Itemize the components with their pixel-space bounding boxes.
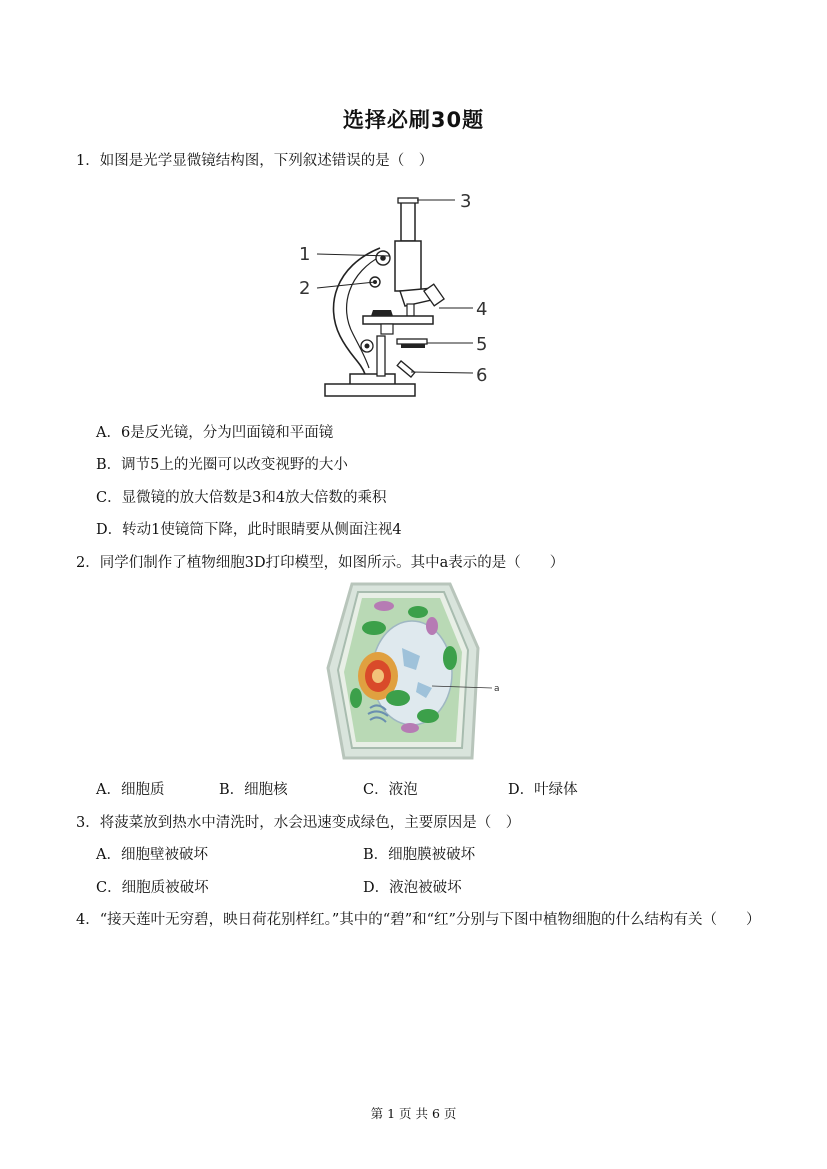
- q2-option-b: B．细胞核: [219, 782, 288, 798]
- q3-option-c: C．细胞质被破坏: [96, 880, 209, 896]
- diaphragm: [397, 339, 427, 344]
- body-tube: [395, 241, 421, 291]
- label-a: a: [494, 684, 500, 694]
- stage: [363, 316, 433, 324]
- label-6: 6: [476, 365, 488, 386]
- q1-option-a: A．6是反光镜，分为凹面镜和平面镜: [96, 425, 334, 441]
- plant-cell-figure: [322, 578, 502, 766]
- label-4: 4: [476, 299, 488, 320]
- q3-option-d: D．液泡被破坏: [363, 880, 462, 896]
- q1-option-d: D．转动1使镜筒下降，此时眼睛要从侧面注视4: [96, 522, 402, 538]
- chloroplast: [362, 621, 386, 635]
- q3-option-b: B．细胞膜被破坏: [363, 847, 476, 863]
- q2-option-a: A．细胞质: [96, 782, 165, 798]
- microscope-base: [325, 384, 415, 396]
- question-2-stem: 2．同学们制作了植物细胞3D打印模型，如图所示。其中a表示的是（ ）: [76, 555, 565, 571]
- q2-option-d: D．叶绿体: [508, 782, 578, 798]
- q1-option-b: B．调节5上的光圈可以改变视野的大小: [96, 457, 348, 473]
- page-footer: 第 1 页 共 6 页: [370, 1106, 457, 1121]
- microscope-figure: [295, 186, 495, 404]
- question-3-stem: 3．将菠菜放到热水中清洗时，水会迅速变成绿色，主要原因是（ ）: [76, 815, 521, 831]
- eyepiece: [401, 201, 415, 241]
- mirror: [397, 361, 415, 377]
- page-title: 选择必刷30题: [342, 108, 485, 132]
- label-3: 3: [460, 191, 472, 212]
- q2-option-c: C．液泡: [363, 782, 418, 798]
- label-1: 1: [299, 244, 311, 265]
- question-4-stem: 4．“接天莲叶无穷碧，映日荷花别样红。”其中的“碧”和“红”分别与下图中植物细胞的什么结构有关（ ）: [76, 912, 761, 928]
- mitochondrion: [374, 601, 394, 611]
- q3-option-a: A．细胞壁被破坏: [96, 847, 208, 863]
- label-2: 2: [299, 278, 311, 299]
- q1-option-c: C．显微镜的放大倍数是3和4放大倍数的乘积: [96, 490, 387, 506]
- question-1-stem: 1．如图是光学显微镜结构图，下列叙述错误的是（ ）: [76, 153, 434, 169]
- label-5: 5: [476, 334, 488, 355]
